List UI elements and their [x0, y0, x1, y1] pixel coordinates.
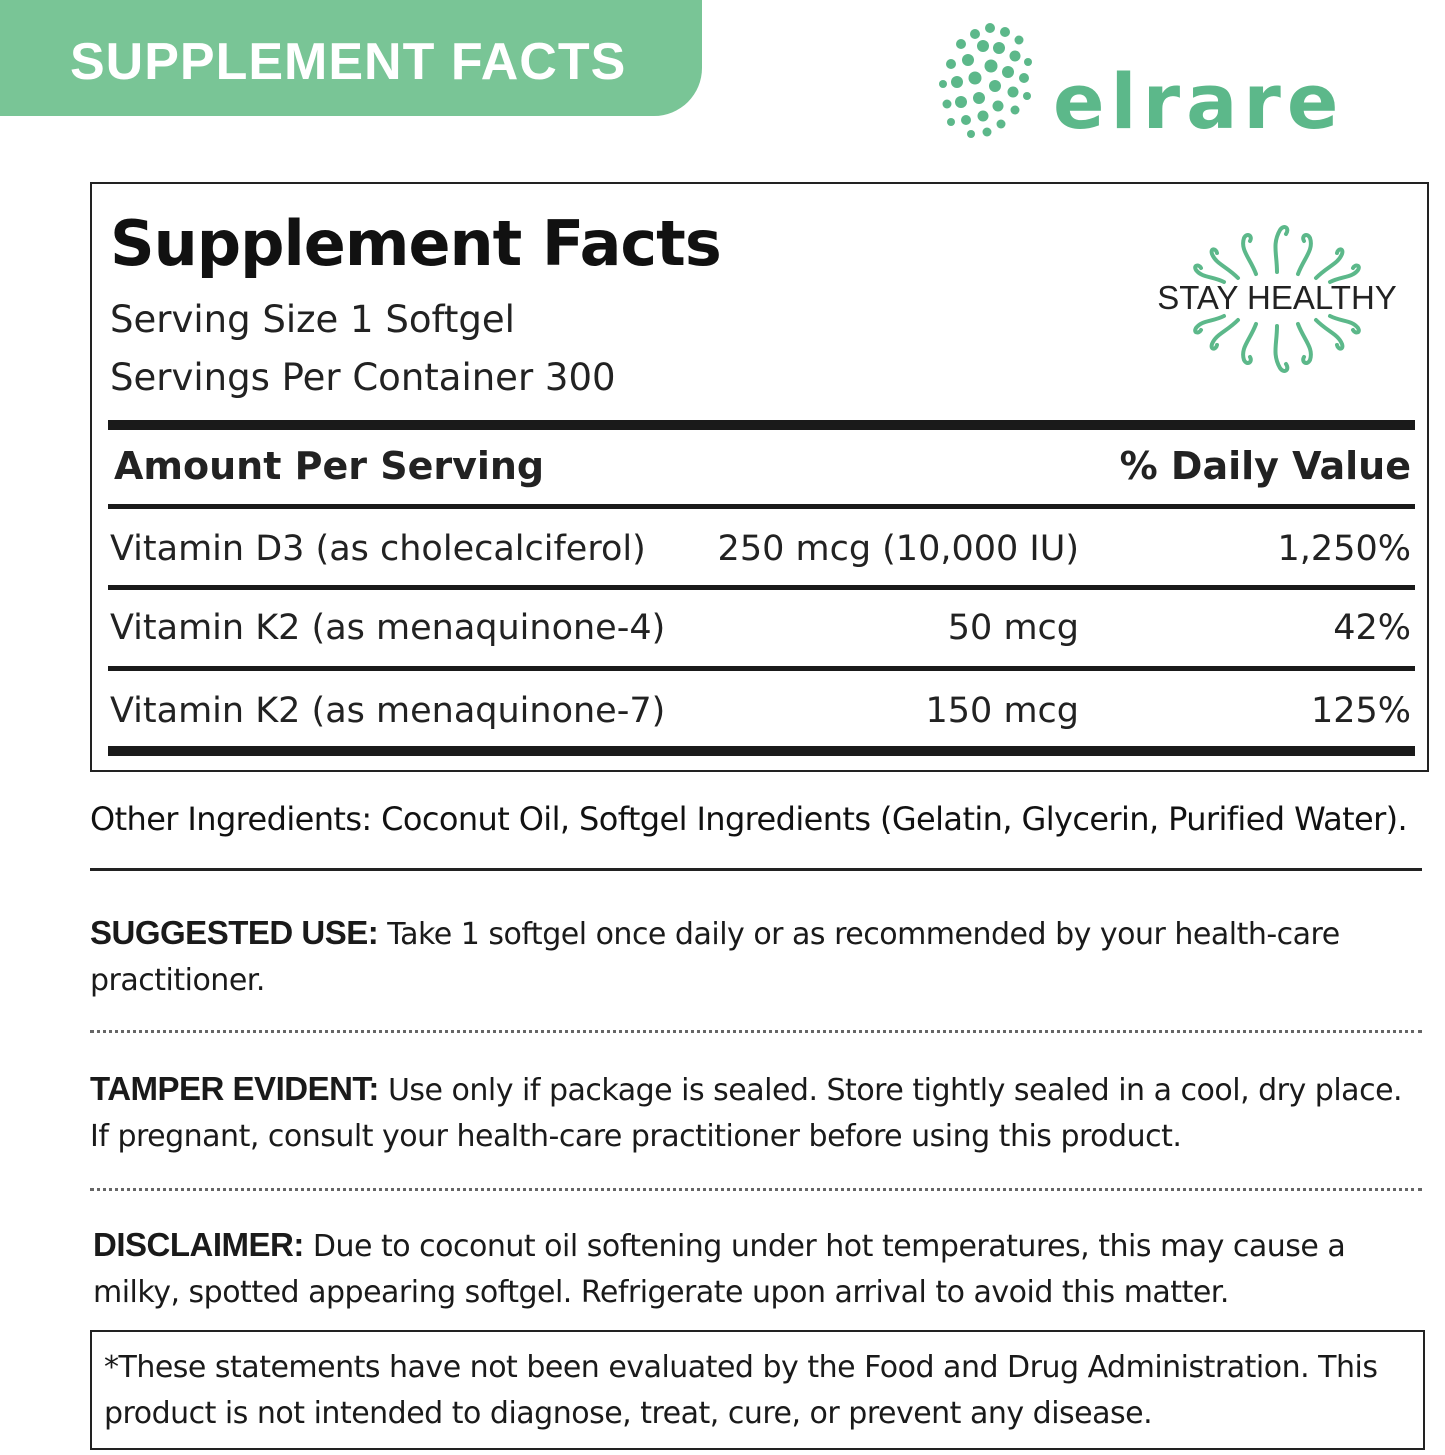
divider [108, 585, 1415, 590]
divider [108, 504, 1415, 509]
section-divider [90, 868, 1422, 871]
suggested-use-text: Take 1 softgel once daily or as recommended by your health-care practitioner. [90, 917, 1340, 998]
amount-per-serving-header: Amount Per Serving [114, 444, 545, 488]
suggested-use [90, 910, 1410, 1004]
banner-title: SUPPLEMENT FACTS [70, 33, 627, 91]
brand-logo [935, 18, 1445, 146]
nutrient-name: Vitamin D3 (as cholecalciferol) [110, 529, 646, 569]
daily-value-header: % Daily Value [1119, 444, 1411, 488]
nutrient-name: Vitamin K2 (as menaquinone-4) [110, 608, 666, 648]
disclaimer-text: Due to coconut oil softening under hot temperatures, this may cause a milky, spotted appearing softgel. Refrigerate upon arrival to avoid this matter. [93, 1229, 1346, 1310]
disclaimer [93, 1222, 1413, 1316]
dot-sphere-icon [935, 18, 1045, 143]
nutrient-amount: 250 mcg (10,000 IU) [717, 529, 1079, 569]
nutrient-name: Vitamin K2 (as menaquinone-7) [110, 691, 666, 731]
dotted-divider [90, 1030, 1422, 1033]
disclaimer-label: DISCLAIMER: [93, 1226, 304, 1263]
nutrient-daily-value: 42% [1333, 608, 1411, 648]
divider-thick [108, 420, 1415, 430]
dotted-divider [90, 1188, 1422, 1191]
supplement-facts-panel [90, 182, 1429, 772]
tamper-evident [90, 1066, 1410, 1160]
divider [108, 666, 1415, 671]
nutrient-amount: 50 mcg [947, 608, 1079, 648]
fda-statement: *These statements have not been evaluated by the Food and Drug Administration. This product is not intended to diagnose, treat, cure, or prevent any disease. [104, 1350, 1378, 1431]
brand-name: elrare [1053, 57, 1345, 146]
nutrient-amount: 150 mcg [925, 691, 1079, 731]
servings-per-container: Servings Per Container 300 [110, 356, 616, 399]
tamper-evident-text: Use only if package is sealed. Store tightly sealed in a cool, dry place. If pregnant, consult your health-care practitioner before using this product. [90, 1073, 1403, 1154]
suggested-use-label: SUGGESTED USE: [90, 914, 379, 951]
tamper-evident-label: TAMPER EVIDENT: [90, 1070, 379, 1107]
header-banner [0, 0, 702, 116]
other-ingredients: Other Ingredients: Coconut Oil, Softgel Ingredients (Gelatin, Glycerin, Purified Water). [90, 800, 1408, 838]
nutrient-daily-value: 1,250% [1277, 529, 1411, 569]
stay-healthy-badge [1152, 204, 1402, 394]
badge-label: STAY HEALTHY [1157, 279, 1397, 316]
facts-title: Supplement Facts [110, 207, 721, 280]
serving-size: Serving Size 1 Softgel [110, 298, 515, 341]
divider-thick [108, 746, 1415, 756]
nutrient-daily-value: 125% [1310, 691, 1411, 731]
fda-statement-box [90, 1330, 1425, 1450]
